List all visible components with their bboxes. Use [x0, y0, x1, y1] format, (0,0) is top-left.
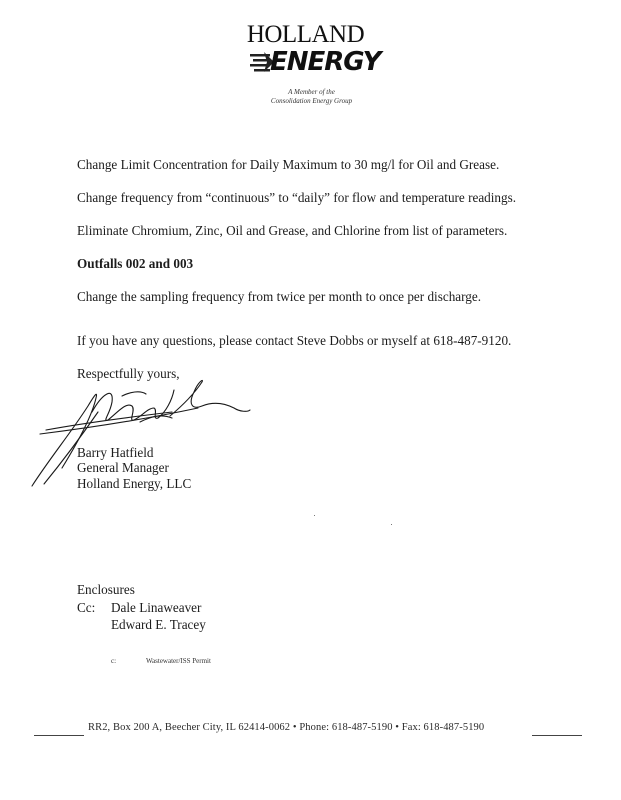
- letterhead-tagline: [250, 88, 373, 106]
- footer-address: RR2, Box 200 A, Beecher City, IL 62414-0062 • Phone: 618-487-5190 • Fax: 618-487-5190: [88, 722, 485, 733]
- signer-company: Holland Energy, LLC: [77, 476, 192, 491]
- body-line-limit-concentration: Change Limit Concentration for Daily Maximum to 30 mg/l for Oil and Grease.: [77, 157, 500, 172]
- signer-title: General Manager: [77, 460, 169, 475]
- file-note: Wastewater/ISS Permit: [146, 657, 211, 665]
- body-line-eliminate: Eliminate Chromium, Zinc, Oil and Grease, and Chlorine from list of parameters.: [77, 223, 508, 238]
- tagline-line2: Consolidation Energy Group: [270, 97, 353, 105]
- footer-rule-left: [34, 735, 84, 736]
- scan-speck: [314, 515, 315, 516]
- enclosures-label: Enclosures: [77, 582, 135, 597]
- cc-recipient-2: Edward E. Tracey: [111, 617, 206, 632]
- cc-label: Cc:: [77, 600, 96, 615]
- signer-name: Barry Hatfield: [77, 445, 154, 460]
- footer-rule-right: [532, 735, 582, 736]
- cc-recipient-1: Dale Linaweaver: [111, 600, 202, 615]
- section-heading-outfalls: Outfalls 002 and 003: [77, 256, 194, 271]
- company-name-holland: HOLLAND: [246, 21, 365, 48]
- body-line-contact: If you have any questions, please contact Steve Dobbs or myself at 618-487-9120.: [77, 333, 512, 348]
- body-line-frequency: Change frequency from “continuous” to “daily” for flow and temperature readings.: [77, 190, 517, 205]
- letterhead-logo: [238, 21, 381, 106]
- company-name-energy: ENERGY: [270, 47, 381, 77]
- body-line-sampling: Change the sampling frequency from twice per month to once per discharge.: [77, 289, 482, 304]
- file-note-prefix: c:: [111, 657, 117, 665]
- scan-speck: [391, 524, 392, 525]
- closing-salutation: Respectfully yours,: [77, 366, 180, 381]
- tagline-line1: A Member of the: [288, 88, 335, 96]
